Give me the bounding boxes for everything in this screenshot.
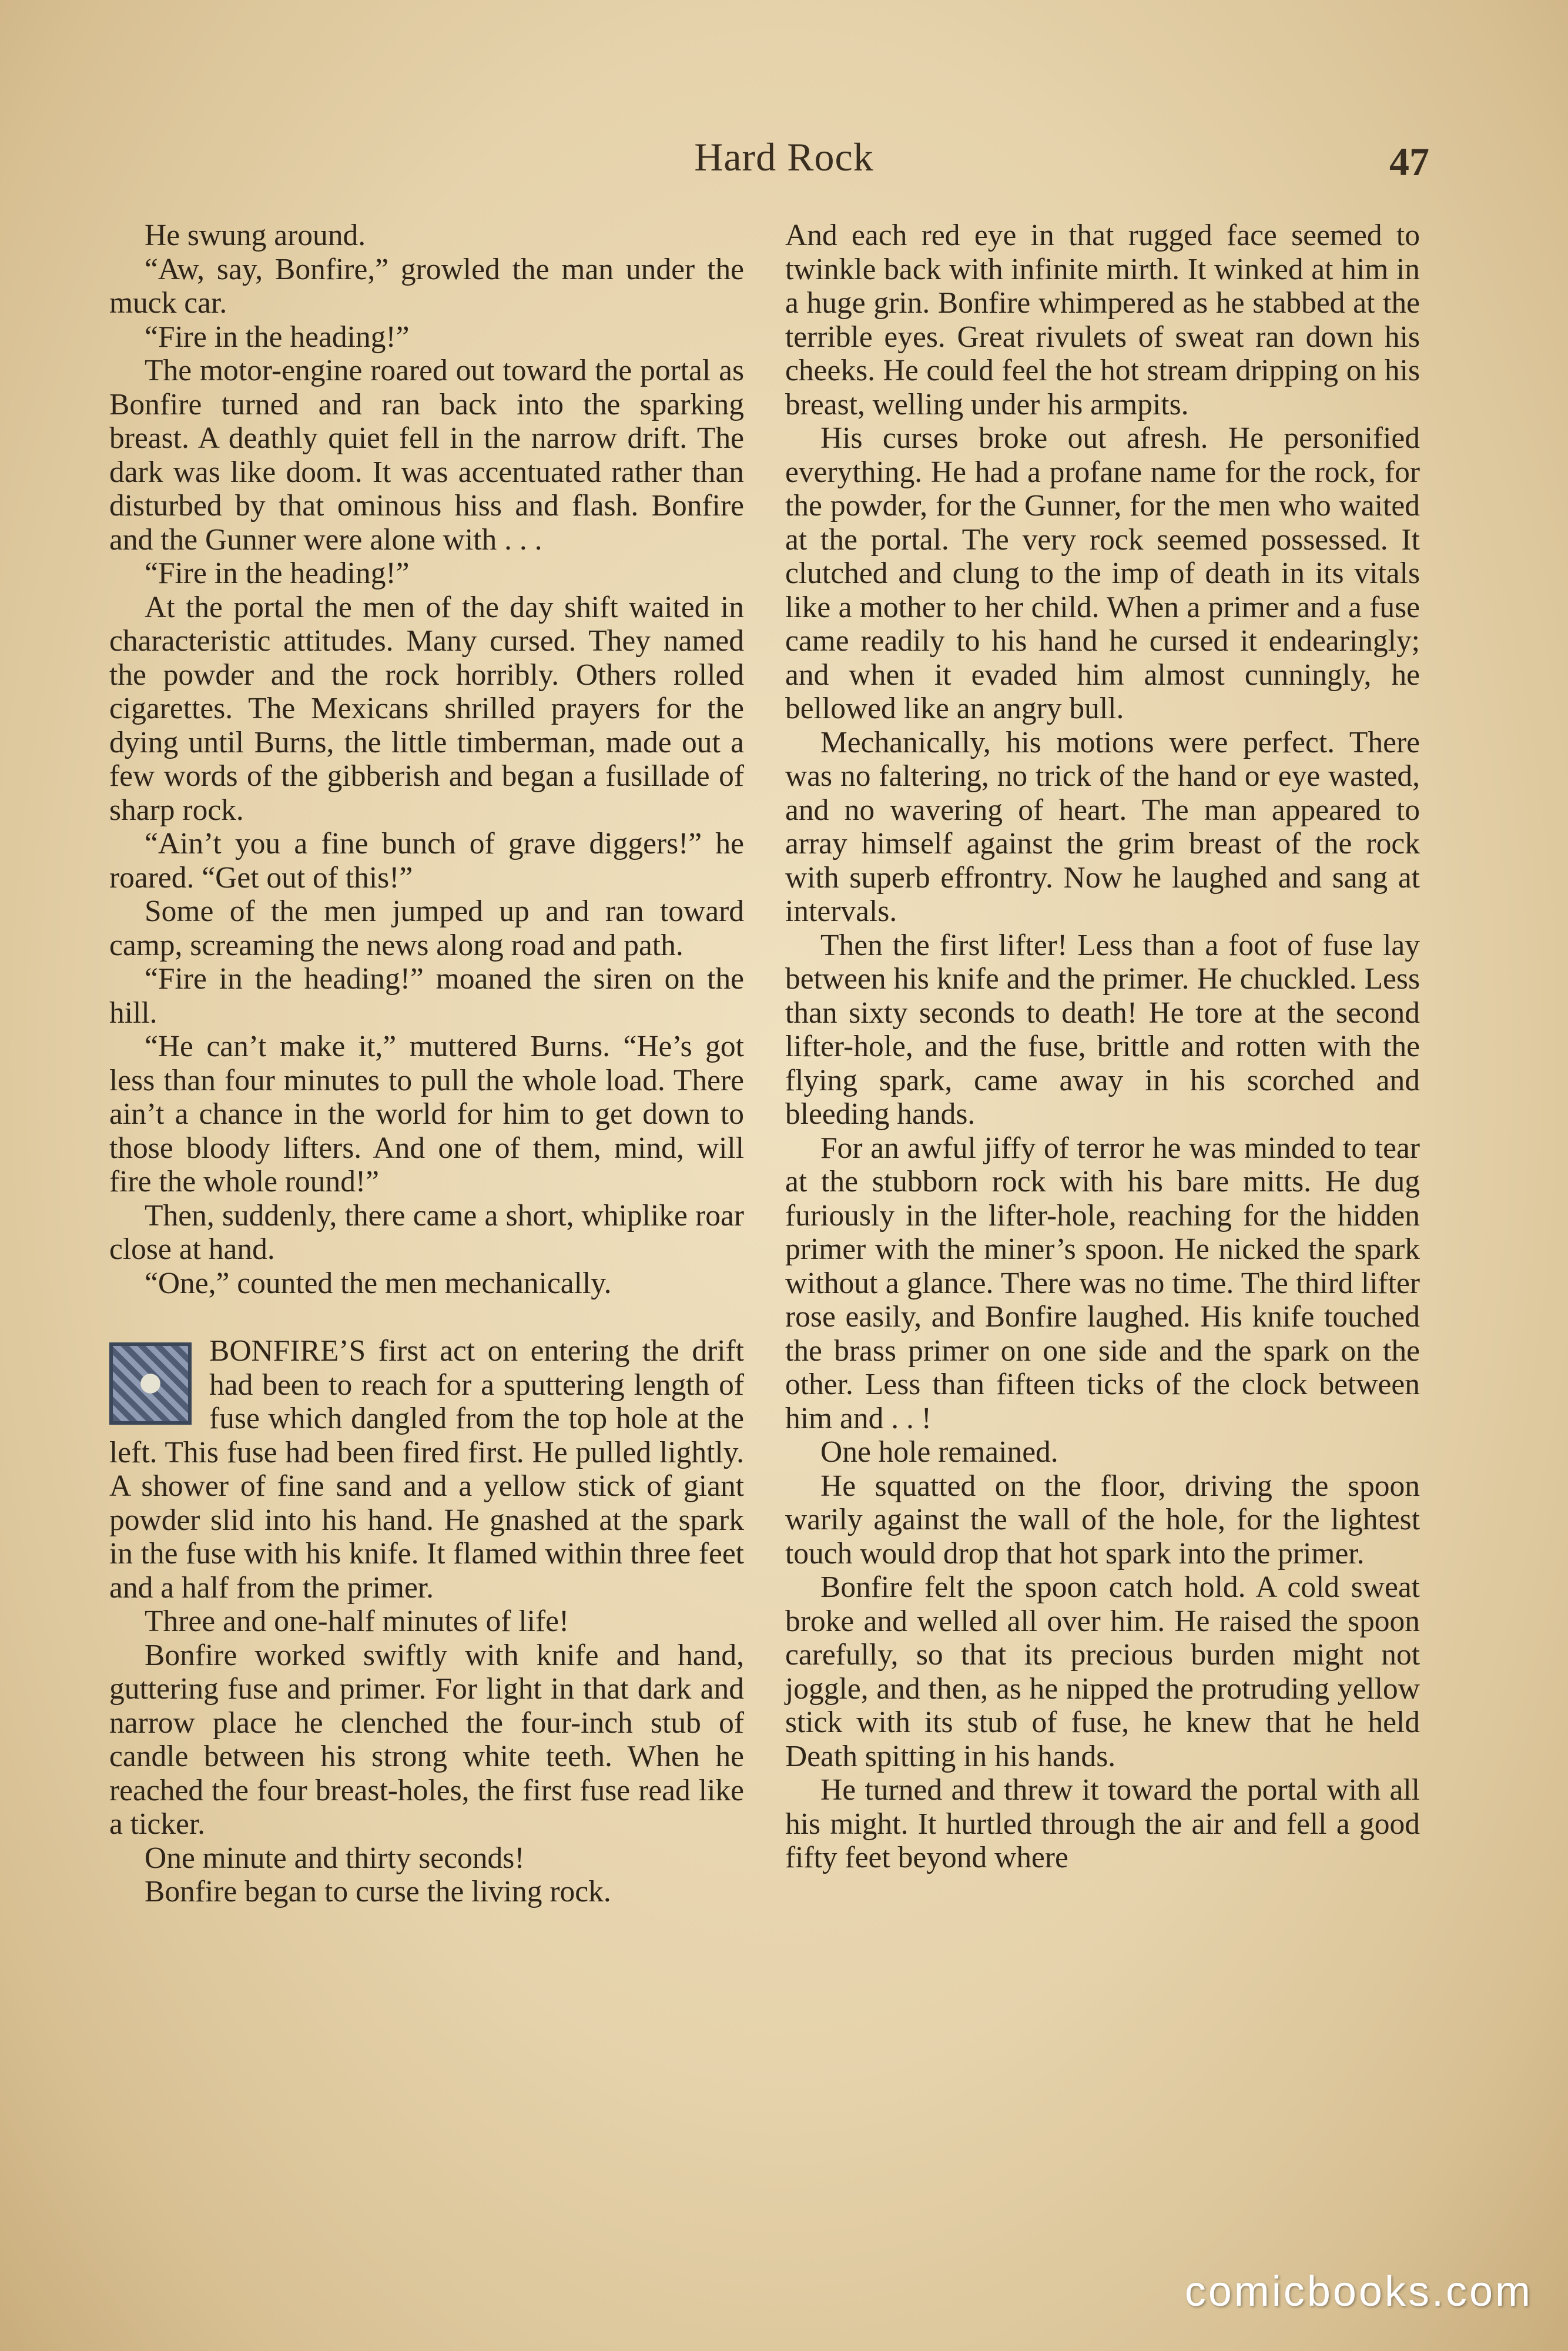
- right-column: [785, 219, 1420, 1875]
- paragraph: Three and one-half minutes of life!: [145, 1605, 569, 1638]
- paragraph: Bonfire worked swiftly with knife and hand, guttering fuse and primer. For light in that dark and narrow place he clenched the four-inch stub of candle between his strong white teeth. When he reached the four breast-holes, the first fuse read like a ticker.: [109, 1638, 744, 1841]
- paragraph: Then, suddenly, there came a short, whiplike roar close at hand.: [109, 1198, 744, 1266]
- paragraph: “Fire in the heading!”: [145, 557, 410, 590]
- paragraph: Bonfire felt the spoon catch hold. A cold sweat broke and welled all over him. He raised the spoon carefully, so that its precious burden might not joggle, and then, as he nipped the protruding yellow stick with its stub of fuse, he knew that he held Death spitting in his hands.: [785, 1570, 1420, 1773]
- paragraph: At the portal the men of the day shift waited in characteristic attitudes. Many cursed. They named the powder and the rock horribly. Others rolled cigarettes. The Mexicans shrilled prayers for the dying until Burns, the little timberman, made out a few words of the gibberish and began a fusillade of sharp rock.: [109, 590, 744, 827]
- paragraph: Bonfire began to curse the living rock.: [145, 1875, 611, 1908]
- paragraph: “Fire in the heading!” moaned the siren on the hill.: [109, 962, 744, 1030]
- paragraph: One hole remained.: [820, 1435, 1058, 1469]
- watermark: comicbooks.com: [1184, 2268, 1533, 2315]
- paragraph: “One,” counted the men mechanically.: [145, 1266, 612, 1300]
- paragraph: One minute and thirty seconds!: [145, 1841, 525, 1875]
- page-number: 47: [1389, 139, 1429, 184]
- dropcap-paragraph: BONFIRE’S first act on entering the drift had been to reach for a sputtering length of fuse which dangled from the top hole at the left. This fuse had been fired first. He pulled lightly. A shower of fine sand and a yellow stick of giant powder slid into his hand. He gnashed at the spark in the fuse with his knife. It flamed within three feet and a half from the primer.: [109, 1334, 744, 1605]
- running-header-title: Hard Rock: [694, 135, 874, 179]
- paragraph: For an awful jiffy of terror he was minded to tear at the stubborn rock with his bare mitts. He dug furiously in the lifter-hole, reaching for the hidden primer with the miner’s spoon. He nicked the spark without a glance. There was no time. The third lifter rose easily, and Bonfire laughed. His knife touched the brass primer on one side and the spark on the other. Less than fifteen ticks of the clock between him and . . !: [785, 1131, 1420, 1435]
- paragraph: Mechanically, his motions were perfect. There was no faltering, no trick of the hand or eye wasted, and no wavering of heart. The man appeared to array himself against the grim breast of the rock with superb effrontry. Now he laughed and sang at intervals.: [785, 725, 1420, 928]
- section-break: [109, 1300, 744, 1334]
- left-column: [109, 219, 744, 1909]
- decorative-dropcap-icon: [109, 1342, 192, 1425]
- paragraph: His curses broke out afresh. He personified everything. He had a profane name for the rock, for the powder, for the Gunner, for the men who waited at the portal. The very rock seemed possessed. It clutched and clung to the imp of death in its vitals like a mother to her child. When a primer and a fuse came readily to his hand he cursed it endearingly; and when it evaded him almost cunningly, he bellowed like an angry bull.: [785, 421, 1420, 725]
- paragraph: “Aw, say, Bonfire,” growled the man under the muck car.: [109, 252, 744, 320]
- paragraph: He squatted on the floor, driving the spoon warily against the wall of the hole, for the lightest touch would drop that hot spark into the primer.: [785, 1469, 1420, 1570]
- paragraph: Some of the men jumped up and ran toward camp, screaming the news along road and path.: [109, 895, 744, 962]
- paragraph: He turned and threw it toward the portal with all his might. It hurtled through the air and fell a good fifty feet beyond where: [785, 1773, 1420, 1874]
- continued-paragraph: And each red eye in that rugged face seemed to twinkle back with infinite mirth. It winked at him in a huge grin. Bonfire whimpered as he stabbed at the terrible eyes. Great rivulets of sweat ran down his cheeks. He could feel the hot stream dripping on his breast, welling under his armpits.: [785, 219, 1420, 421]
- paragraph: “Ain’t you a fine bunch of grave diggers!” he roared. “Get out of this!”: [109, 827, 744, 895]
- paragraph: “Fire in the heading!”: [145, 320, 410, 354]
- paragraph: Then the first lifter! Less than a foot of fuse lay between his knife and the primer. He chuckled. Less than sixty seconds to death! He tore at the second lifter-hole, and the fuse, brittle and rotten with the flying spark, came away in his scorched and bleeding hands.: [785, 928, 1420, 1131]
- paragraph: He swung around.: [145, 219, 366, 252]
- paragraph: “He can’t make it,” muttered Burns. “He’s got less than four minutes to pull the whole load. There ain’t a chance in the world for him to get down to those bloody lifters. And one of them, mind, will fire the whole round!”: [109, 1030, 744, 1198]
- paragraph: The motor-engine roared out toward the portal as Bonfire turned and ran back into the sparking breast. A deathly quiet fell in the narrow drift. The dark was like doom. It was accentuated rather than disturbed by that ominous hiss and flash. Bonfire and the Gunner were alone with . . .: [109, 354, 744, 557]
